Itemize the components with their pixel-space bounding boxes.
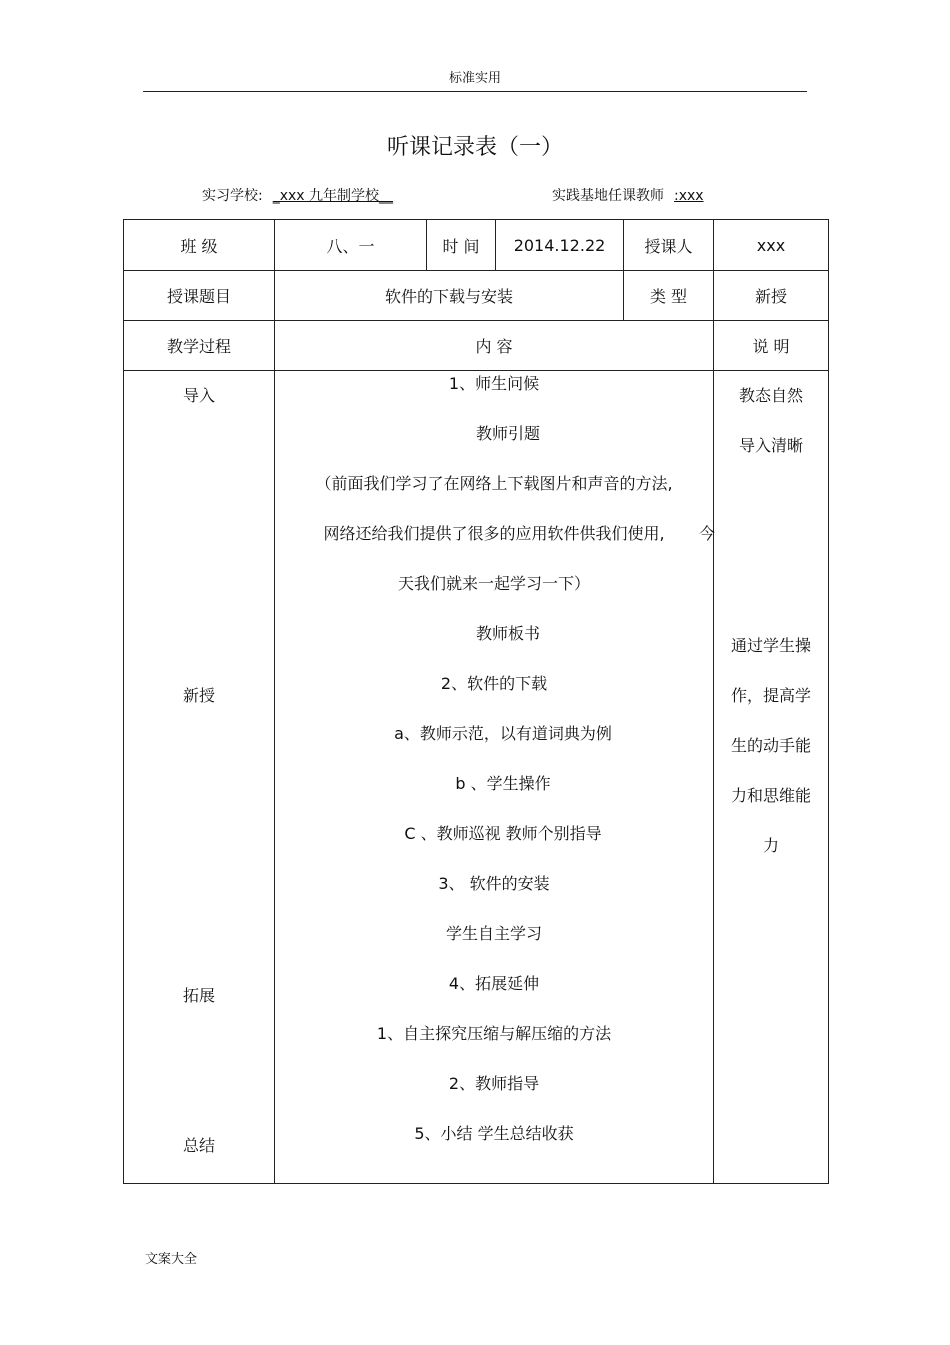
topic-label: 授课题目 bbox=[124, 271, 275, 321]
note-line: 力 bbox=[762, 836, 779, 855]
stage-spacer bbox=[124, 733, 274, 783]
stage-spacer bbox=[124, 1083, 274, 1133]
class-label: 班 级 bbox=[124, 220, 275, 271]
content-line: 4、拓展延伸 bbox=[448, 974, 540, 993]
school-label: 实习学校: bbox=[202, 188, 263, 204]
content-line-text: 网络还给我们提供了很多的应用软件供我们使用, bbox=[323, 524, 665, 543]
content-label: 内 容 bbox=[275, 321, 714, 371]
info-row-header bbox=[124, 321, 829, 371]
stage-label: 新授 bbox=[182, 686, 215, 705]
stage-label: 导入 bbox=[182, 386, 215, 405]
note-line: 通过学生操 bbox=[730, 636, 811, 655]
content-line: 5、小结 学生总结收获 bbox=[414, 1124, 574, 1143]
stage-column bbox=[124, 371, 275, 1184]
content-line: （前面我们学习了在网络上下载图片和声音的方法, bbox=[315, 474, 673, 493]
content-line: 教师板书 bbox=[475, 624, 540, 643]
stage-spacer bbox=[124, 1033, 274, 1083]
content-line: 2、教师指导 bbox=[448, 1074, 540, 1093]
content-line: 3、 软件的安装 bbox=[438, 874, 550, 893]
content-line bbox=[275, 521, 713, 571]
teacher-label: 实践基地任课教师 bbox=[552, 188, 664, 204]
stage-spacer bbox=[124, 433, 274, 483]
type-value: 新授 bbox=[714, 271, 829, 321]
teacher-value: :xxx bbox=[674, 188, 704, 204]
class-value: 八、一 bbox=[275, 220, 427, 271]
content-line: 天我们就来一起学习一下） bbox=[397, 574, 590, 593]
content-line: C 、教师巡视 教师个别指导 bbox=[404, 824, 602, 843]
content-line: 学生自主学习 bbox=[445, 924, 542, 943]
note-spacer bbox=[714, 583, 828, 633]
school-value: _xxx 九年制学校__ bbox=[272, 188, 394, 204]
stage-label: 拓展 bbox=[182, 986, 215, 1005]
note-line: 导入清晰 bbox=[738, 436, 803, 455]
teacher-field bbox=[552, 185, 704, 205]
note-line: 生的动手能 bbox=[730, 736, 811, 755]
stage-spacer bbox=[124, 633, 274, 683]
note-column bbox=[714, 371, 829, 1184]
school-field bbox=[202, 185, 393, 205]
content-line-tail: 今 bbox=[698, 524, 715, 543]
info-row-class bbox=[124, 220, 829, 271]
page-header: 标准实用 bbox=[448, 71, 501, 86]
time-label: 时 间 bbox=[427, 220, 496, 271]
header-rule bbox=[143, 91, 807, 92]
note-spacer bbox=[714, 533, 828, 583]
lecturer-value: xxx bbox=[714, 220, 829, 271]
note-label: 说 明 bbox=[714, 321, 829, 371]
stage-label: 总结 bbox=[182, 1136, 215, 1155]
page-footer: 文案大全 bbox=[145, 1252, 198, 1267]
document-title: 听课记录表（一） bbox=[386, 135, 563, 160]
stage-spacer bbox=[124, 583, 274, 633]
content-line: 教师引题 bbox=[475, 424, 540, 443]
note-line: 作，提高学 bbox=[730, 686, 811, 705]
type-label: 类 型 bbox=[624, 271, 714, 321]
stage-spacer bbox=[124, 783, 274, 833]
content-line: a、教师示范，以有道词典为例 bbox=[394, 724, 612, 743]
stage-spacer bbox=[124, 483, 274, 533]
stage-spacer bbox=[124, 533, 274, 583]
info-row-topic bbox=[124, 271, 829, 321]
note-line: 力和思维能 bbox=[730, 786, 811, 805]
stage-spacer bbox=[124, 883, 274, 933]
content-column bbox=[275, 371, 714, 1184]
lesson-record-table bbox=[123, 219, 829, 1184]
topic-value: 软件的下载与安装 bbox=[275, 271, 624, 321]
process-body-row bbox=[124, 371, 829, 1184]
time-value: 2014.12.22 bbox=[496, 220, 624, 271]
note-line: 教态自然 bbox=[738, 386, 803, 405]
stage-spacer bbox=[124, 833, 274, 883]
content-line: 1、师生问候 bbox=[448, 374, 540, 393]
process-label: 教学过程 bbox=[124, 321, 275, 371]
note-spacer bbox=[714, 483, 828, 533]
content-line: 2、软件的下载 bbox=[440, 674, 548, 693]
content-line: b 、学生操作 bbox=[455, 774, 551, 793]
lecturer-label: 授课人 bbox=[624, 220, 714, 271]
stage-spacer bbox=[124, 933, 274, 983]
content-line: 1、自主探究压缩与解压缩的方法 bbox=[376, 1024, 612, 1043]
